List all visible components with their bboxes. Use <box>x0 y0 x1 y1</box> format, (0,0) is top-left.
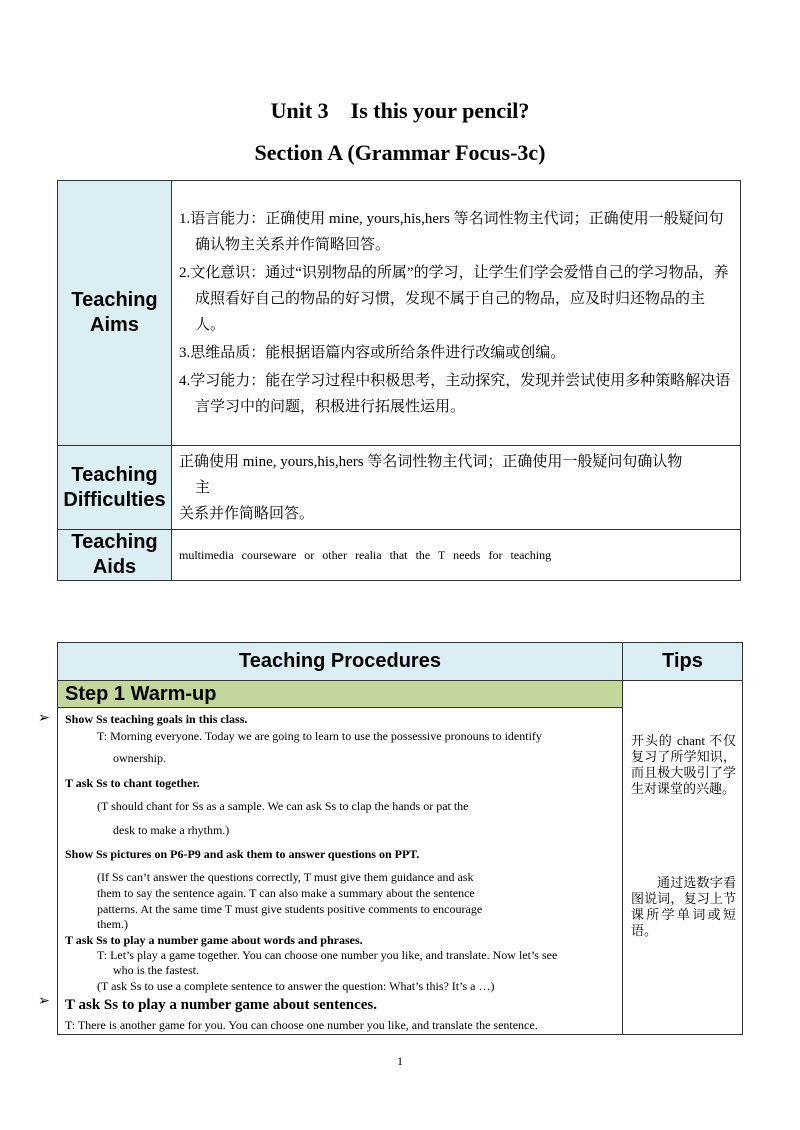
teaching-aids-label <box>58 530 172 581</box>
procedure-line: T ask Ss to play a number game about sentences. <box>65 997 377 1013</box>
label-line: Teaching <box>71 463 158 486</box>
bullet-arrow-icon: ➢ <box>38 710 50 726</box>
procedure-line: them to say the sentence again. T can also make a summary about the sentence <box>97 886 475 900</box>
tips-header: Tips <box>623 643 743 681</box>
aim-item: 4.学习能力：能在学习过程中积极思考，主动探究，发现并尝试使用多种策略解决语言学习中的问题，积极进行拓展性运用。 <box>179 373 731 415</box>
teaching-procedures-table <box>57 642 743 1035</box>
procedure-line: desk to make a rhythm.) <box>113 823 230 837</box>
label-line: Teaching <box>71 531 158 553</box>
aim-item: 3.思维品质：能根据语篇内容或所给条件进行改编或创编。 <box>179 345 566 361</box>
teaching-info-table <box>57 180 741 581</box>
procedure-line: who is the fastest. <box>113 963 199 977</box>
teaching-difficulties-content <box>172 446 741 530</box>
procedure-line: Show Ss pictures on P6-P9 and ask them to answer questions on PPT. <box>65 847 420 861</box>
difficulties-line: 关系并作简略回答。 <box>179 505 315 522</box>
tips-column <box>623 681 743 1035</box>
aim-item: 1.语言能力：正确使用 mine, yours,his,hers 等名词性物主代词；正确使用一般疑问句确认物主关系并作简略回答。 <box>179 211 724 253</box>
procedures-header: Teaching Procedures <box>58 643 623 681</box>
procedure-line: (If Ss can’t answer the questions correctly, T must give them guidance and ask <box>97 870 474 884</box>
teaching-aims-content <box>172 181 741 446</box>
procedure-line: T: Let’s play a game together. You can choose one number you like, and translate. Now let’s see <box>97 948 558 962</box>
label-line: Aims <box>90 314 139 336</box>
bullet-arrow-icon: ➢ <box>38 993 50 1009</box>
procedure-line: (T should chant for Ss as a sample. We can ask Ss to clap the hands or pat the <box>97 799 469 813</box>
step-heading: Step 1 Warm-up <box>58 681 623 708</box>
procedure-line: (T ask Ss to use a complete sentence to answer the question: What’s this? It’s a …) <box>97 979 495 993</box>
tip-chant: 开头的 chant 不仅复习了所学知识，而且极大吸引了学生对课堂的兴趣。 <box>631 733 736 796</box>
label-line: Teaching <box>71 289 158 311</box>
document-title: Unit 3 Is this your pencil? <box>270 98 530 123</box>
procedure-line: them.) <box>97 917 128 931</box>
procedure-line: ownership. <box>113 751 166 765</box>
document-subtitle: Section A (Grammar Focus-3c) <box>254 140 546 165</box>
tip-number-game: 通过选数字看图说词，复习上节课所学单词或短语。 <box>631 875 736 938</box>
aim-item: 2.文化意识：通过“识别物品的所属”的学习，让学生们学会爱惜自己的学习物品，养成照看好自己的物品的好习惯，发现不属于自己的物品，应及时归还物品的主人。 <box>179 265 729 333</box>
procedure-line: T ask Ss to chant together. <box>65 776 200 790</box>
teaching-aims-label <box>58 181 172 446</box>
label-line: Aids <box>92 556 137 578</box>
teaching-difficulties-label <box>58 446 172 530</box>
procedure-line: T: There is another game for you. You can choose one number you like, and translate the sentence. <box>65 1018 538 1032</box>
label-line: Difficulties <box>63 488 166 511</box>
procedure-line: Show Ss teaching goals in this class. <box>65 712 248 726</box>
procedure-steps <box>58 708 623 1035</box>
procedure-line: T: Morning everyone. Today we are going to learn to use the possessive pronouns to identify <box>97 729 542 743</box>
difficulties-line: 正确使用 mine, yours,his,hers 等名词性物主代词；正确使用一般疑问句确认物 <box>179 453 683 470</box>
difficulties-line: 主 <box>195 479 211 496</box>
procedure-line: T ask Ss to play a number game about words and phrases. <box>65 933 363 947</box>
teaching-aids-content: multimedia courseware or other realia that the T needs for teaching <box>172 530 741 581</box>
procedure-line: patterns. At the same time T must give students positive comments to encourage <box>97 902 483 916</box>
page-number: 1 <box>397 1054 403 1068</box>
